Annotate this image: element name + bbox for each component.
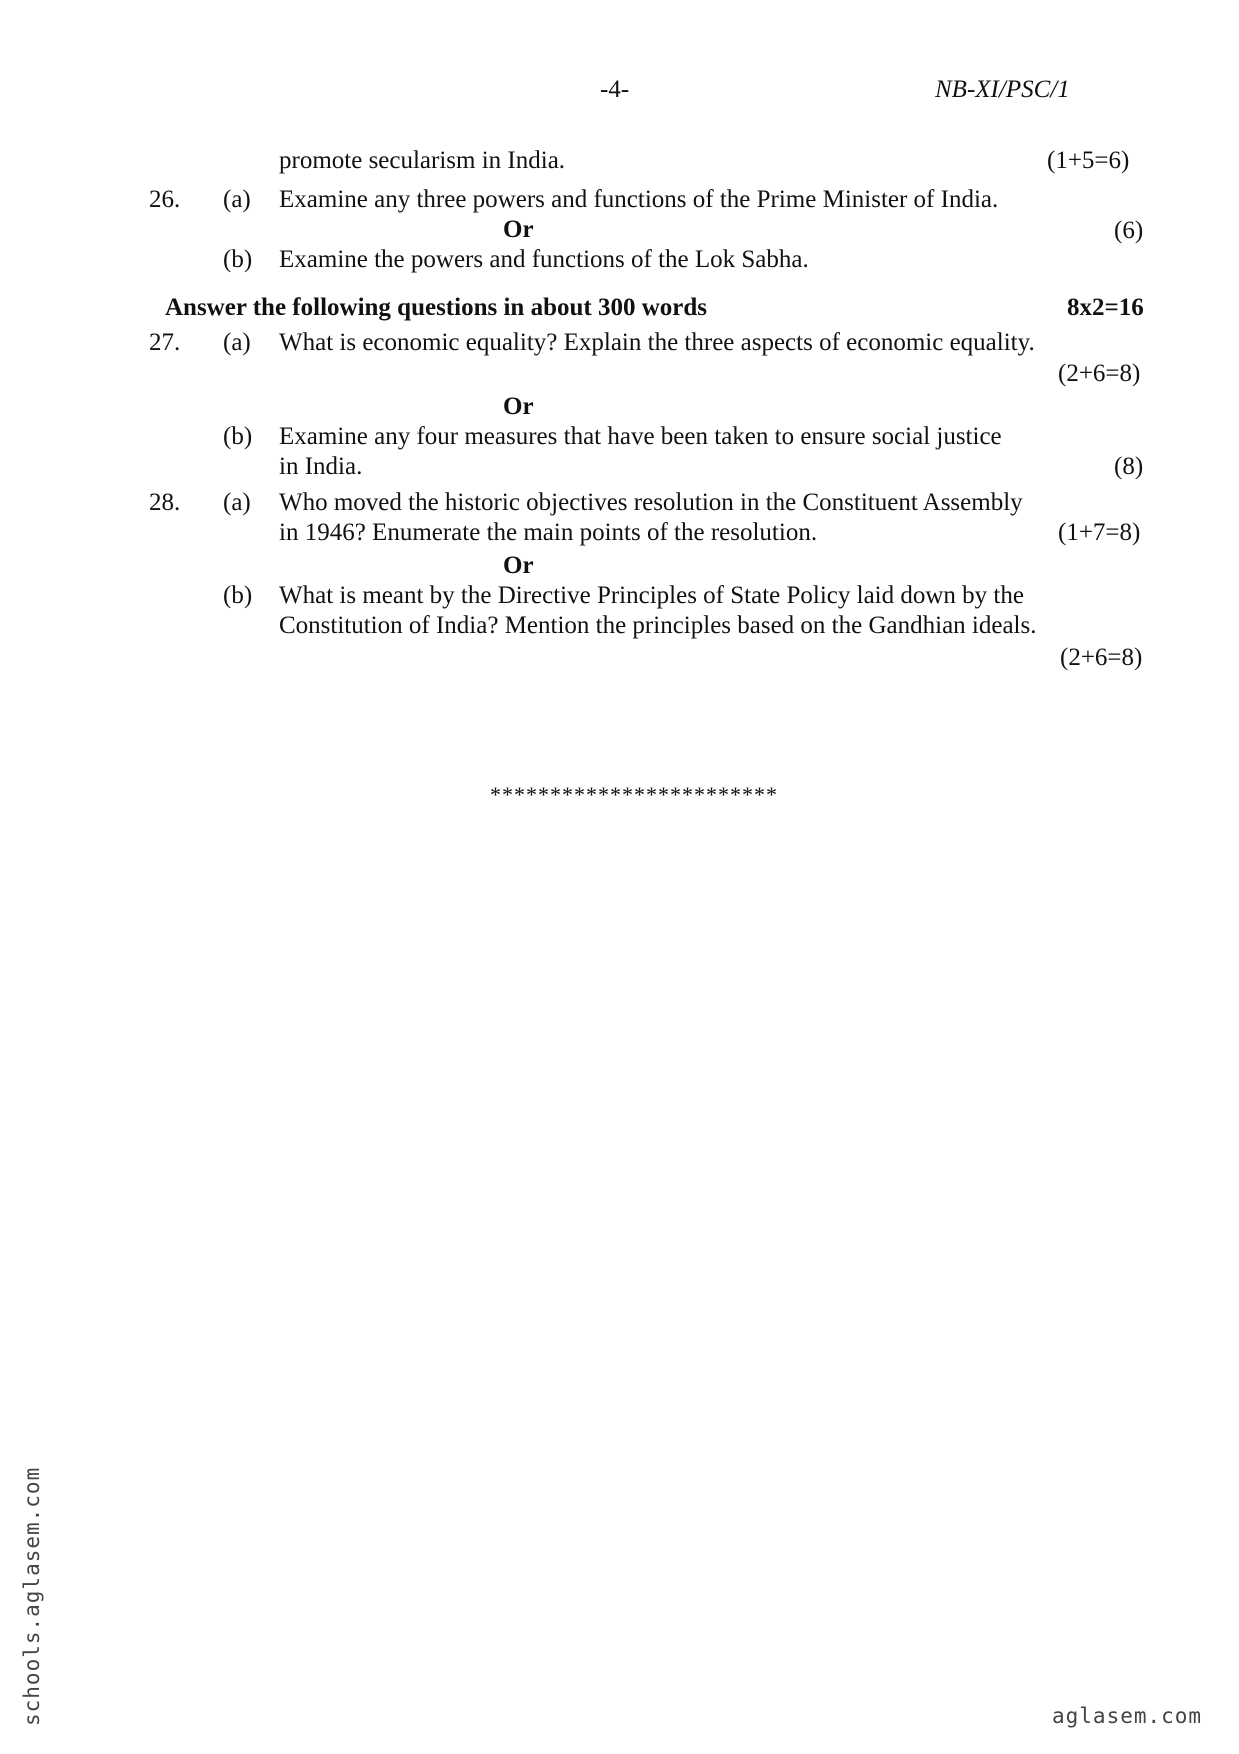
option-a-marks: (2+6=8)	[1058, 360, 1141, 387]
option-b-line-1: What is meant by the Directive Principles of State Policy laid down by the	[279, 582, 1024, 609]
continuation-text: promote secularism in India.	[279, 147, 566, 174]
option-b-line-1: Examine any four measures that have been taken to ensure social justice	[279, 423, 1002, 450]
or-separator: Or	[503, 393, 534, 420]
end-of-paper-marker: ************************	[490, 782, 778, 807]
option-b-text: Examine the powers and functions of the Lok Sabha.	[279, 246, 809, 273]
option-a-line-1: Who moved the historic objectives resolution in the Constituent Assembly	[279, 489, 1023, 516]
option-b-marks: (2+6=8)	[1060, 644, 1143, 671]
continuation-marks: (1+5=6)	[1047, 147, 1130, 174]
section-marks: 8x2=16	[1067, 294, 1144, 321]
option-a-line-2: in 1946? Enumerate the main points of the resolution.	[279, 519, 818, 546]
option-a-text: What is economic equality? Explain the three aspects of economic equality.	[279, 329, 1035, 356]
section-instruction: Answer the following questions in about 300 words	[165, 294, 707, 321]
footer-watermark: aglasem.com	[1052, 1704, 1203, 1728]
option-label-a: (a)	[223, 329, 251, 356]
side-watermark: schools.aglasem.com	[20, 1466, 44, 1726]
page-number: -4-	[600, 76, 630, 103]
or-separator: Or	[503, 216, 534, 243]
option-b-line-2: Constitution of India? Mention the principles based on the Gandhian ideals.	[279, 612, 1037, 639]
option-label-a: (a)	[223, 489, 251, 516]
question-number: 26.	[149, 186, 181, 213]
option-label-b: (b)	[223, 246, 253, 273]
option-label-a: (a)	[223, 186, 251, 213]
option-b-line-2: in India.	[279, 453, 363, 480]
option-label-b: (b)	[223, 582, 253, 609]
option-a-text: Examine any three powers and functions of the Prime Minister of India.	[279, 186, 999, 213]
or-separator: Or	[503, 552, 534, 579]
paper-code: NB-XI/PSC/1	[935, 76, 1070, 103]
option-a-marks: (1+7=8)	[1058, 519, 1141, 546]
question-marks: (6)	[1114, 217, 1144, 244]
question-number: 28.	[149, 489, 181, 516]
option-b-marks: (8)	[1114, 453, 1144, 480]
option-label-b: (b)	[223, 423, 253, 450]
question-number: 27.	[149, 329, 181, 356]
